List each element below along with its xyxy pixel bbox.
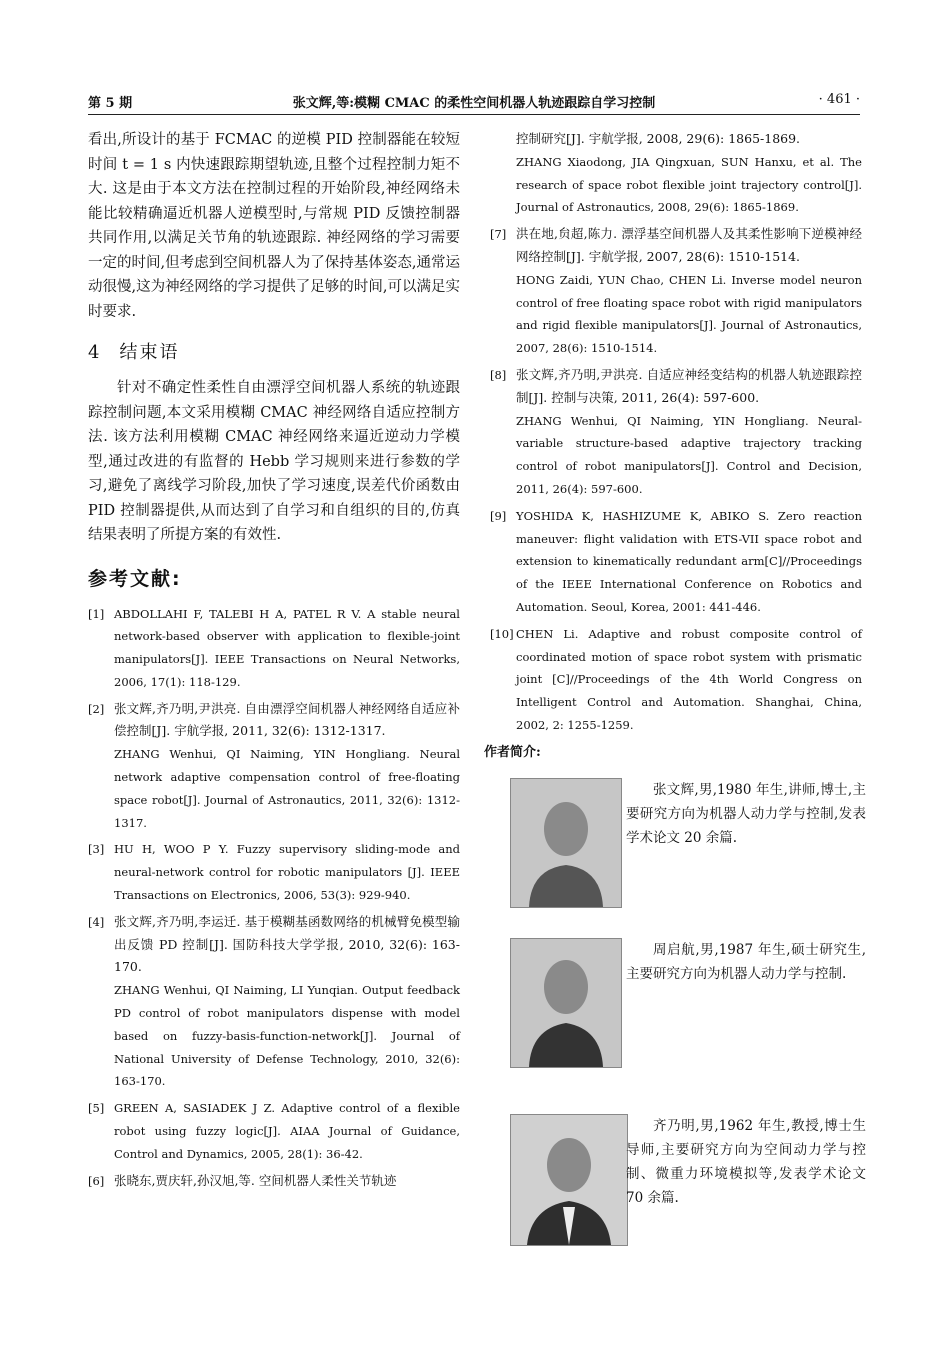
reference-en: ZHANG Wenhui, QI Naiming, YIN Hongliang. Neural-variable structure-based adaptive trajectory tracking control of robot manipulators[J]. Control and Decision, 2011, 26(4): 597-600. <box>516 413 862 496</box>
left-column <box>88 128 460 1196</box>
reference-number: [9] <box>490 508 507 523</box>
reference-item <box>88 911 460 1093</box>
section-title: 结束语 <box>119 342 180 363</box>
reference-en: ZHANG Wenhui, QI Naiming, LI Yunqian. Output feedback PD control of robot manipulators dispense with model based on fuzzy-basis-function-network[J]. Journal of National University of Defense Technology, 2010, 32(6): 163-170. <box>114 983 460 1089</box>
reference-en: CHEN Li. Adaptive and robust composite control of coordinated motion of space robot system with prismatic joint [C]//Proceedings of the 4th World Congress on Intelligent Control and Automation. Shanghai, China, 2002, 2: 1255-1259. <box>516 626 862 732</box>
running-header <box>88 90 860 115</box>
reference-number: [6] <box>88 1173 105 1188</box>
reference-cn: 张文辉,齐乃明,李运迁. 基于模糊基函数网络的机械臂免模型输出反馈 PD 控制[J]. 国防科技大学学报, 2010, 32(6): 163-170. <box>114 913 460 975</box>
reference-number: [5] <box>88 1101 105 1116</box>
reference-en: ABDOLLAHI F, TALEBI H A, PATEL R V. A stable neural network-based observer with application to flexible-joint manipulators[J]. IEEE Transactions on Neural Networks, 2006, 17(1): 118-129. <box>114 606 460 689</box>
reference-cn: 控制研究[J]. 宇航学报, 2008, 29(6): 1865-1869. <box>516 131 801 146</box>
reference-en: ZHANG Wenhui, QI Naiming, YIN Hongliang. Neural network adaptive compensation control of free-floating space robot[J]. Journal of Astronautics, 2011, 32(6): 1312-1317. <box>114 747 460 830</box>
reference-en: ZHANG Xiaodong, JIA Qingxuan, SUN Hanxu, et al. The research of space robot flexible joint trajectory control[J]. Journal of Astronautics, 2008, 29(6): 1865-1869. <box>516 154 862 215</box>
reference-number: [1] <box>88 606 105 621</box>
reference-en: HONG Zaidi, YUN Chao, CHEN Li. Inverse model neuron control of free floating space robot with rigid manipulators and rigid flexible manipulators[J]. Journal of Astronautics, 2007, 28(6): 1510-1514. <box>516 272 862 356</box>
reference-number: [4] <box>88 914 105 929</box>
reference-number: [8] <box>490 367 507 382</box>
reference-item <box>490 623 862 737</box>
author-bio: 周启航,男,1987 年生,硕士研究生,主要研究方向为机器人动力学与控制. <box>626 942 866 982</box>
reference-cn: 张晓东,贾庆轩,孙汉旭,等. 空间机器人柔性关节轨迹 <box>114 1172 397 1188</box>
conclusion-paragraph: 针对不确定性柔性自由漂浮空间机器人系统的轨迹跟踪控制问题,本文采用模糊 CMAC 神经网络自适应控制方法. 该方法利用模糊 CMAC 神经网络来逼近逆动力学模型,通过改进的有监督的 Hebb 学习规则来进行参数的学习,避免了离线学习阶段,加快了学习速度,误差代价函数由 PID 控制器提供,从而达到了自学习和自组织的目的,仿真结果表明了所提方案的有效性. <box>88 380 460 543</box>
authors-heading: 作者简介: <box>484 744 541 760</box>
reference-cn: 洪在地,贠超,陈力. 漂浮基空间机器人及其柔性影响下逆模神经网络控制[J]. 宇航学报, 2007, 28(6): 1510-1514. <box>516 226 862 264</box>
reference-cn: 张文辉,齐乃明,尹洪亮. 自适应神经变结构的机器人轨迹跟踪控制[J]. 控制与决策, 2011, 26(4): 597-600. <box>516 366 862 405</box>
reference-item <box>88 603 460 694</box>
reference-number: [10] <box>490 626 514 641</box>
intro-paragraph: 看出,所设计的基于 FCMAC 的逆模 PID 控制器能在较短时间 t = 1 s 内快速跟踪期望轨迹,且整个过程控制力矩不大. 这是由于本文方法在控制过程的开始阶段,神经网络未能比较精确逼近机器人逆模型时,与常规 PID 反馈控制器共同作用,以满足关节角的轨迹跟踪. 神经网络的学习需要一定的时间,但考虑到空间机器人为了保持基体姿态,通常运动很慢,这为神经网络的学习提供了足够的时间,可以满足实时要求. <box>88 132 460 320</box>
author-photo <box>510 1114 628 1246</box>
right-column <box>484 128 862 768</box>
reference-continuation <box>490 128 862 219</box>
reference-en: HU H, WOO P Y. Fuzzy supervisory sliding-mode and neural-network control for robotic manipulators [J]. IEEE Transactions on Electronics, 2006, 53(3): 929-940. <box>114 842 460 903</box>
person-icon <box>511 779 621 907</box>
section-number: 4 <box>88 342 102 363</box>
reference-number: [3] <box>88 842 105 857</box>
person-icon <box>511 1115 627 1245</box>
author-bio: 张文辉,男,1980 年生,讲师,博士,主要研究方向为机器人动力学与控制,发表学术论文 20 余篇. <box>626 782 866 846</box>
reference-item <box>490 505 862 619</box>
reference-item <box>88 1170 460 1193</box>
reference-item <box>490 364 862 501</box>
reference-number: [7] <box>490 227 507 242</box>
references-heading: 参考文献: <box>88 567 182 590</box>
author-photo <box>510 778 622 908</box>
reference-item <box>490 223 862 360</box>
reference-number: [2] <box>88 701 105 716</box>
author-bio: 齐乃明,男,1962 年生,教授,博士生导师,主要研究方向为空间动力学与控制、微重力环境模拟等,发表学术论文 70 余篇. <box>626 1118 866 1206</box>
reference-item <box>88 698 460 835</box>
section-heading <box>88 338 460 364</box>
reference-cn: 张文辉,齐乃明,尹洪亮. 自由漂浮空间机器人神经网络自适应补偿控制[J]. 宇航学报, 2011, 32(6): 1312-1317. <box>114 700 460 739</box>
page-number: · 461 · <box>818 92 860 107</box>
author-photo <box>510 938 622 1068</box>
reference-item <box>88 838 460 906</box>
reference-en: YOSHIDA K, HASHIZUME K, ABIKO S. Zero reaction maneuver: flight validation with ETS-VII space robot and extension to kinematically redundant arm[C]//Proceedings of the IEEE International Conference on Robotics and Automation. Seoul, Korea, 2001: 441-446. <box>516 508 862 614</box>
reference-en: GREEN A, SASIADEK J Z. Adaptive control of a flexible robot using fuzzy logic[J]. AIAA Journal of Guidance, Control and Dynamics, 2005, 28(1): 36-42. <box>114 1101 460 1161</box>
issue-number: 第 5 期 <box>88 96 133 111</box>
running-title: 张文辉,等:模糊 CMAC 的柔性空间机器人轨迹跟踪自学习控制 <box>292 96 656 111</box>
reference-item <box>88 1097 460 1165</box>
person-icon <box>511 939 621 1067</box>
